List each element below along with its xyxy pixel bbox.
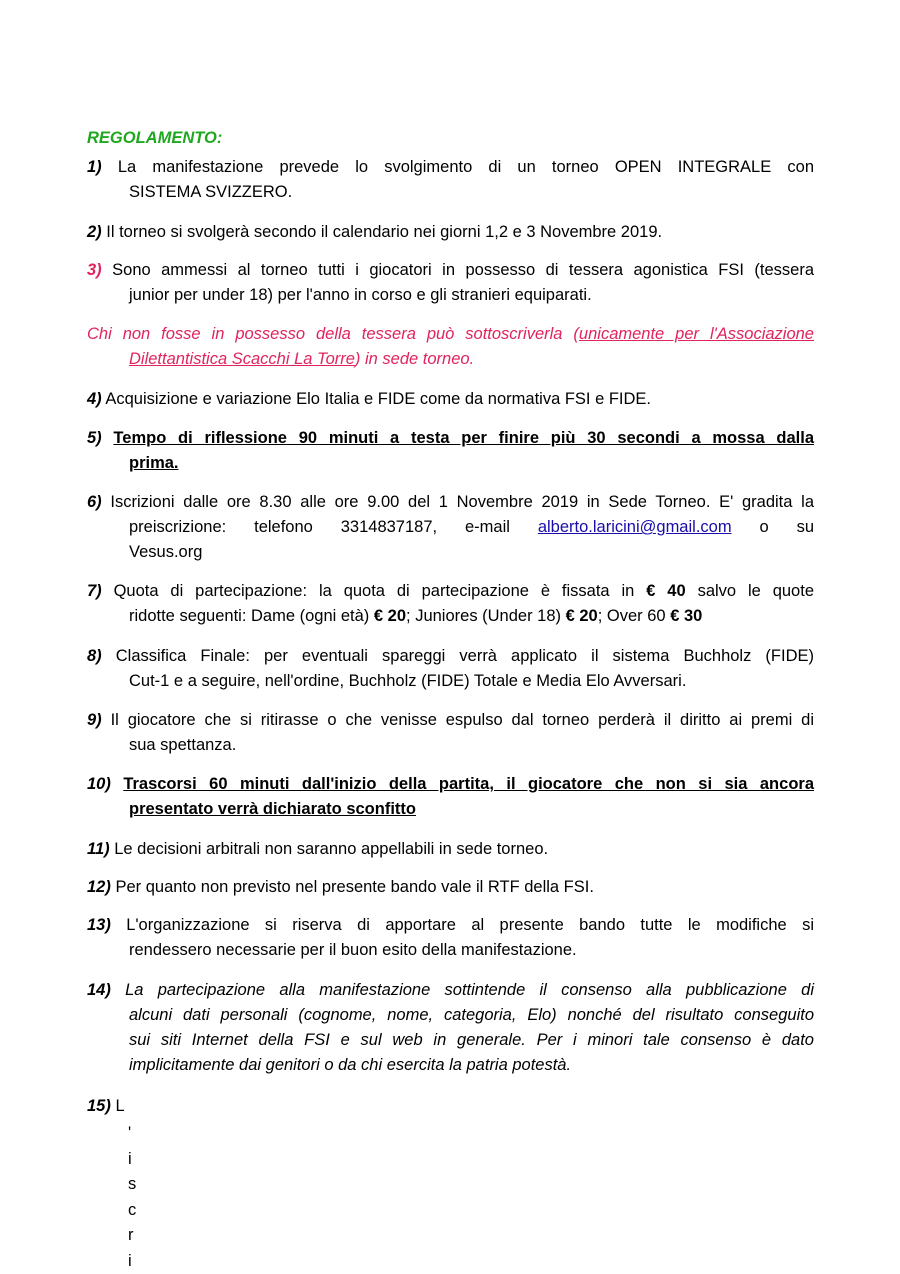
rule-number: 14) (87, 981, 111, 999)
rule-13: 13) L'organizzazione si riserva di apportare al presente bando tutte le modifiche si rendessero necessarie per il buon esito della manifestazione. (87, 916, 814, 959)
rule-number: 3) (87, 261, 102, 279)
rule-12: 12) Per quanto non previsto nel presente bando vale il RTF della FSI. (87, 878, 594, 896)
rule-8: 8) Classifica Finale: per eventuali spareggi verrà applicato il sistema Buchholz (FIDE) Cut-1 e a seguire, nell'ordine, Buchholz (FIDE) Totale e Media Elo Avversari. (87, 647, 814, 690)
rule-7: 7) Quota di partecipazione: la quota di partecipazione è fissata in € 40 salvo le quote ridotte seguenti: Dame (ogni età) € 20; Juniores (Under 18) € 20; Over 60 € 30 (87, 582, 814, 625)
email-link[interactable]: alberto.laricini@gmail.com (537, 518, 732, 536)
rule-6: 6) Iscrizioni dalle ore 8.30 alle ore 9.00 del 1 Novembre 2019 in Sede Torneo. E' gradita la preiscrizione: telefono 3314837187, e-mail alberto.laricini@gmail.com o su Vesus.org (87, 493, 815, 561)
page-title: REGOLAMENTO: (87, 129, 223, 147)
rule-5: 5) Tempo di riflessione 90 minuti a testa per finire più 30 secondi a mossa dalla prima. (87, 429, 814, 472)
rule-10: 10) Trascorsi 60 minuti dall'inizio della partita, il giocatore che non si sia ancora presentato verrà dichiarato sconfitto (87, 775, 814, 818)
rule-number: 4) (87, 390, 102, 408)
rule-number: 2) (87, 223, 102, 241)
fee-over60: € 30 (670, 607, 703, 625)
fee-juniors: € 20 (565, 607, 598, 625)
rule-14: 14) La partecipazione alla manifestazione sottintende il consenso alla pubblicazione di alcuni dati personali (cognome, nome, categoria, Elo) nonché del risultato conseguito sui siti Internet della FSI e sul web in generale. Per i minori tale consenso è dato implicitamente dai genitori o da chi esercita la patria potestà. (87, 981, 814, 1074)
rule-number: 8) (87, 647, 102, 665)
fee-ladies: € 20 (373, 607, 407, 625)
rule-3-note: Chi non fosse in possesso della tessera può sottoscriverla (unicamente per l'Associazione Dilettantistica Scacchi La Torre) in sede torneo. (87, 325, 814, 368)
rule-15: 15) L (87, 1097, 125, 1115)
rule-15-vertical-text: ' i s c r i (128, 1124, 137, 1270)
rule-number: 5) (87, 429, 102, 447)
fee-standard: € 40 (646, 582, 686, 600)
rule-11: 11) Le decisioni arbitrali non saranno appellabili in sede torneo. (87, 840, 549, 858)
rule-number: 9) (87, 711, 102, 729)
rule-number: 11) (87, 840, 110, 858)
rule-9: 9) Il giocatore che si ritirasse o che venisse espulso dal torneo perderà il diritto ai premi di sua spettanza. (87, 711, 814, 754)
rule-2: 2) Il torneo si svolgerà secondo il calendario nei giorni 1,2 e 3 Novembre 2019. (87, 223, 663, 241)
rule-number: 13) (87, 916, 111, 934)
rule-number: 12) (87, 878, 111, 896)
rule-number: 10) (87, 775, 111, 793)
rule-4: 4) Acquisizione e variazione Elo Italia e FIDE come da normativa FSI e FIDE. (87, 390, 652, 408)
rule-number: 1) (87, 158, 102, 176)
rule-3: 3) Sono ammessi al torneo tutti i giocatori in possesso di tessera agonistica FSI (tessera junior per under 18) per l'anno in corso e gli stranieri equiparati. (87, 261, 814, 304)
rule-number: 6) (87, 493, 102, 511)
rule-1: 1) La manifestazione prevede lo svolgimento di un torneo OPEN INTEGRALE con SISTEMA SVIZZERO. (87, 158, 814, 201)
rule-number: 7) (87, 582, 102, 600)
rule-number: 15) (87, 1097, 111, 1115)
